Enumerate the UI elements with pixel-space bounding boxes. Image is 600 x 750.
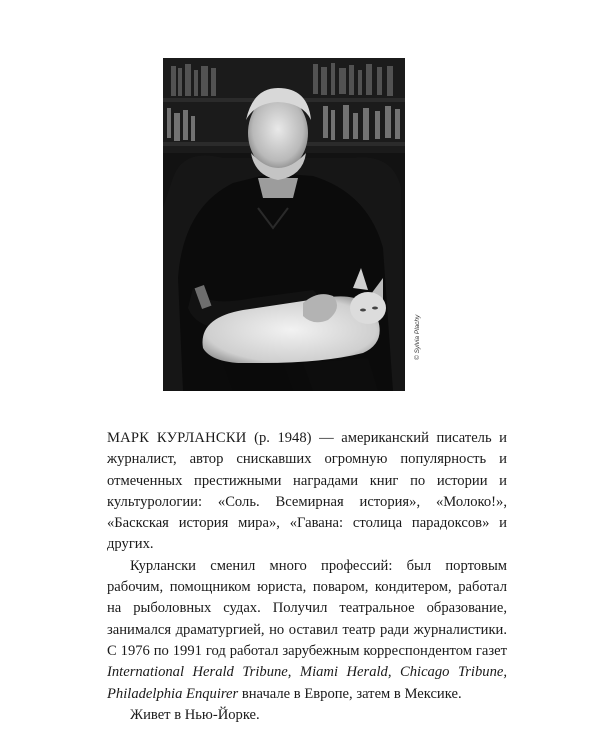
bio-paragraph-1 [107, 428, 507, 556]
author-bio [107, 428, 507, 726]
bio-paragraph-2-text: Курлански сменил много профессий: был портовым рабочим, помощником юриста, поваром, кондитером, работал на рыболовных судах. Получил театральное образование, занимался драматургией, но оставил театр ради журналистики. С 1976 по 1991 год работал зарубежным корреспондентом газет [107, 557, 507, 659]
bio-paragraph-3: Живет в Нью-Йорке. [130, 706, 260, 723]
bio-paragraph-2 [107, 556, 507, 705]
photo-credit: © Sylvia Plachy [414, 314, 421, 360]
bio-paragraph-2-end: вначале в Европе, затем в Мексике. [238, 685, 462, 702]
author-photo [163, 58, 405, 391]
author-name: МАРК КУРЛАНСКИ [107, 430, 247, 446]
newspapers-list: International Herald Tribune, Miami Herald, Chicago Tribune, Philadelphia Enquirer [107, 664, 507, 702]
author-photo-drawing [163, 58, 405, 391]
bio-paragraph-1-text: (р. 1948) — американский писатель и журналист, автор снискавших огромную популярность и отмеченных престижными наградами книг по истории и культурологии: «Соль. Всемирная история», «Молоко!», «Баскская история мира», «Гавана: столица парадоксов» и других. [107, 430, 507, 553]
